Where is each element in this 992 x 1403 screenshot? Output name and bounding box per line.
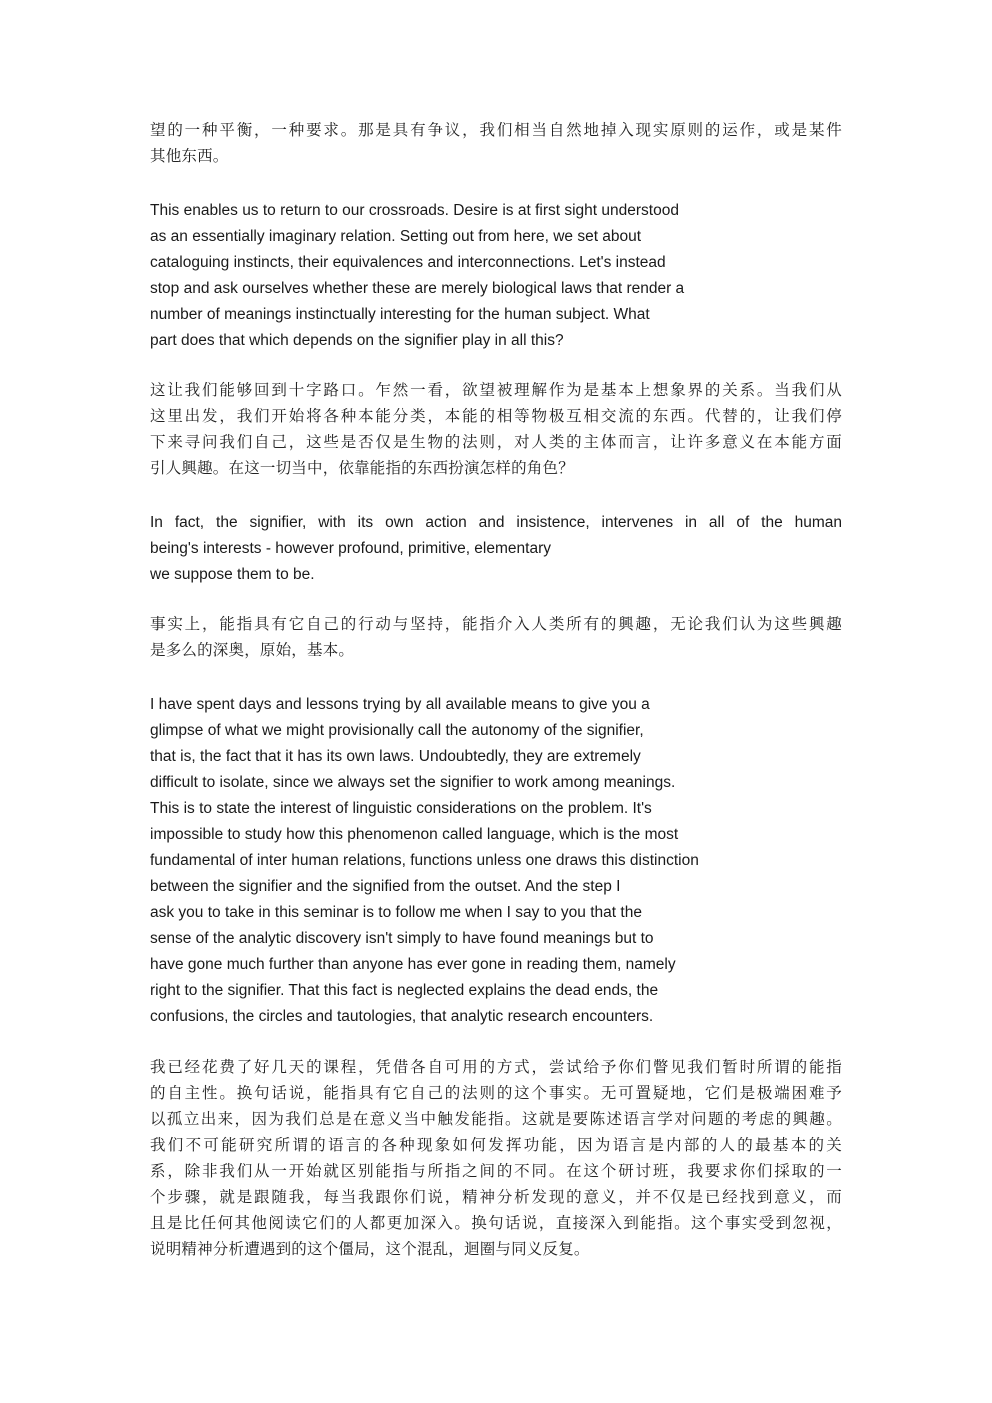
- text-line: This enables us to return to our crossroads. Desire is at first sight understood: [150, 202, 679, 219]
- text-line: 的自主性。换句话说，能指具有它自己的法则的这个事实。无可置疑地，它们是极端困难予: [150, 1084, 842, 1102]
- paragraph-zh-3: [150, 611, 842, 663]
- text-line: part does that which depends on the signifier play in all this?: [150, 332, 564, 349]
- text-line: we suppose them to be.: [150, 566, 315, 583]
- text-line: being's interests - however profound, primitive, elementary: [150, 540, 551, 557]
- text-line: 个步骤，就是跟随我，每当我跟你们说，精神分析发现的意义，并不仅是已经找到意义，而: [150, 1188, 842, 1206]
- text-line: In fact, the signifier, with its own action and insistence, intervenes in all of the human: [150, 514, 842, 531]
- text-line: between the signifier and the signified from the outset. And the step I: [150, 878, 621, 895]
- text-line: 且是比任何其他阅读它们的人都更加深入。换句话说，直接深入到能指。这个事实受到忽视，: [150, 1214, 842, 1232]
- text-line: 是多么的深奥，原始，基本。: [150, 641, 355, 659]
- text-line: fundamental of inter human relations, functions unless one draws this distinction: [150, 852, 699, 869]
- text-line: 下来寻问我们自己，这些是否仅是生物的法则，对人类的主体而言，让许多意义在本能方面: [150, 433, 842, 451]
- paragraph-en-2: [150, 510, 842, 588]
- text-line: that is, the fact that it has its own laws. Undoubtedly, they are extremely: [150, 748, 641, 765]
- paragraph-en-1: [150, 198, 842, 354]
- text-line: 我已经花费了好几天的课程，凭借各自可用的方式，尝试给予你们瞥见我们暂时所谓的能指: [150, 1058, 842, 1076]
- paragraph-en-3: [150, 692, 842, 1030]
- text-line: 说明精神分析遭遇到的这个僵局，这个混乱，迴圈与同义反复。: [150, 1240, 590, 1258]
- text-line: 望的一种平衡，一种要求。那是具有争议，我们相当自然地掉入现实原则的运作，或是某件: [150, 121, 842, 139]
- text-line: 我们不可能研究所谓的语言的各种现象如何发挥功能，因为语言是内部的人的最基本的关: [150, 1136, 842, 1154]
- text-line: cataloguing instincts, their equivalences and interconnections. Let's instead: [150, 254, 666, 271]
- text-line: glimpse of what we might provisionally call the autonomy of the signifier,: [150, 722, 644, 739]
- text-line: number of meanings instinctually interesting for the human subject. What: [150, 306, 650, 323]
- text-line: difficult to isolate, since we always set the signifier to work among meanings.: [150, 774, 676, 791]
- paragraph-zh-2: [150, 377, 842, 481]
- text-line: as an essentially imaginary relation. Setting out from here, we set about: [150, 228, 642, 245]
- text-line: 系，除非我们从一开始就区别能指与所指之间的不同。在这个研讨班，我要求你们採取的一: [150, 1162, 842, 1180]
- paragraph-zh-4: [150, 1054, 842, 1262]
- text-line: stop and ask ourselves whether these are merely biological laws that render a: [150, 280, 685, 297]
- text-line: This is to state the interest of linguistic considerations on the problem. It's: [150, 800, 652, 817]
- text-line: ask you to take in this seminar is to follow me when I say to you that the: [150, 904, 642, 921]
- text-line: confusions, the circles and tautologies, that analytic research encounters.: [150, 1008, 654, 1025]
- text-line: 引人興趣。在这一切当中，依靠能指的东西扮演怎样的角色？: [150, 459, 574, 477]
- text-line: I have spent days and lessons trying by all available means to give you a: [150, 696, 650, 713]
- text-line: have gone much further than anyone has ever gone in reading them, namely: [150, 956, 676, 973]
- paragraph-zh-1: [150, 117, 842, 169]
- text-line: 其他东西。: [150, 147, 229, 165]
- text-line: impossible to study how this phenomenon called language, which is the most: [150, 826, 679, 843]
- text-line: 事实上，能指具有它自己的行动与坚持，能指介入人类所有的興趣，无论我们认为这些興趣: [150, 615, 842, 633]
- text-line: 以孤立出来，因为我们总是在意义当中触发能指。这就是要陈述语言学对问题的考虑的興趣。: [150, 1110, 842, 1128]
- text-line: right to the signifier. That this fact is neglected explains the dead ends, the: [150, 982, 659, 999]
- text-line: 这让我们能够回到十字路口。乍然一看，欲望被理解作为是基本上想象界的关系。当我们从: [150, 381, 842, 399]
- text-line: sense of the analytic discovery isn't simply to have found meanings but to: [150, 930, 654, 947]
- text-line: 这里出发，我们开始将各种本能分类，本能的相等物极互相交流的东西。代替的，让我们停: [150, 407, 842, 425]
